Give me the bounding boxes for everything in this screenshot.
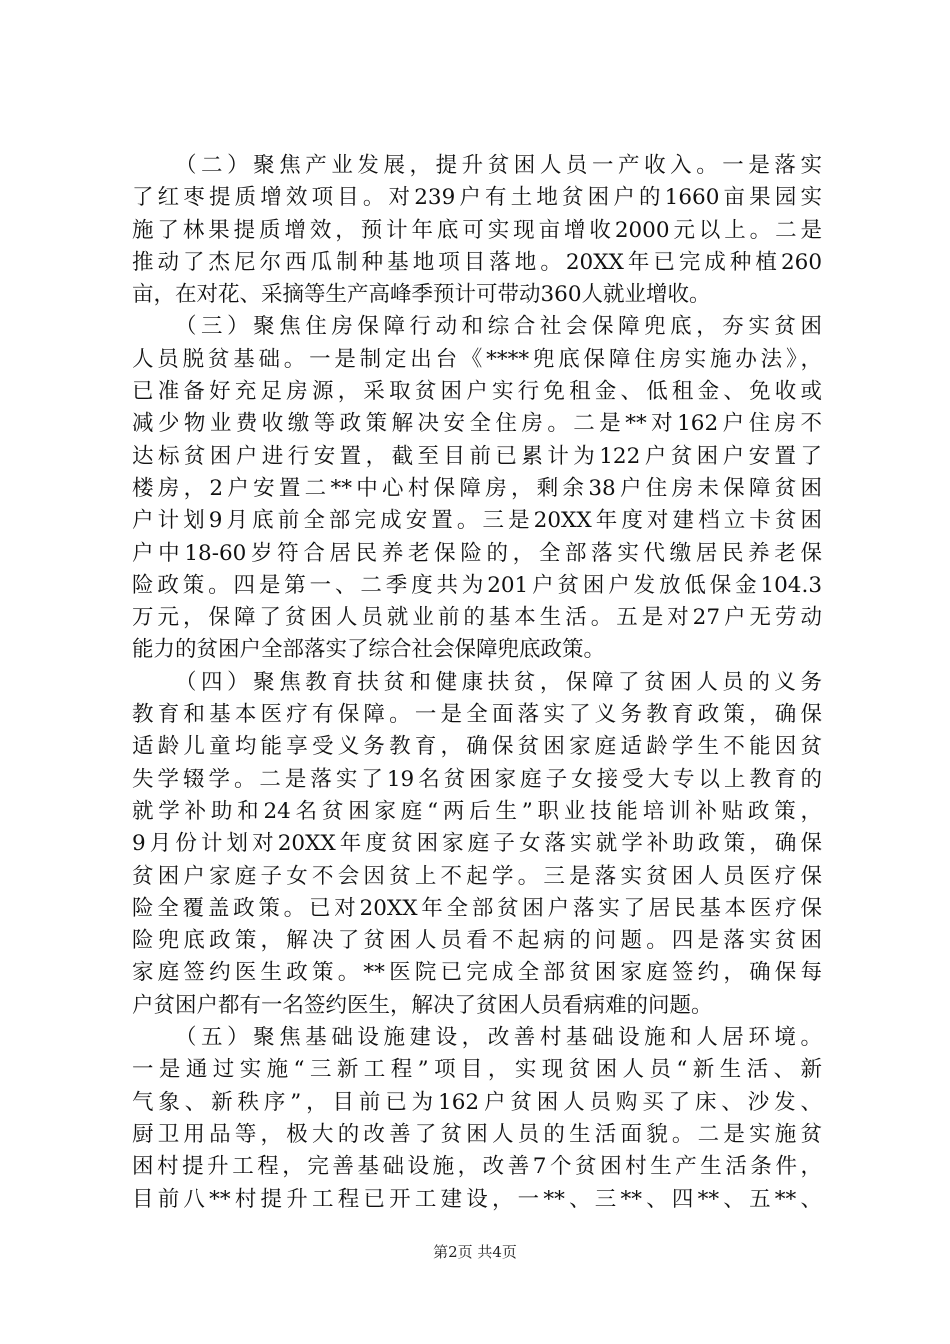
paragraph-line: 险兜底政策，解决了贫困人员看不起病的问题。四是落实贫困 bbox=[132, 928, 822, 954]
paragraph-line: 万元，保障了贫困人员就业前的基本生活。五是对27户无劳动 bbox=[132, 605, 822, 631]
paragraph-line: 已准备好充足房源，采取贫困户实行免租金、低租金、免收或 bbox=[132, 379, 822, 405]
paragraph-line: 险政策。四是第一、二季度共为201户贫困户发放低保金104.3 bbox=[132, 572, 822, 598]
paragraph-line: 楼房，2户安置二**中心村保障房，剩余38户住房未保障贫困 bbox=[132, 475, 822, 501]
paragraph-line: 就学补助和24名贫困家庭“两后生”职业技能培训补贴政策， bbox=[132, 798, 822, 824]
page-footer: 第2页 共4页 bbox=[433, 1243, 517, 1261]
paragraph-line: 适龄儿童均能享受义务教育，确保贫困家庭适龄学生不能因贫 bbox=[132, 734, 822, 760]
paragraph-line: 亩，在对花、采摘等生产高峰季预计可带动360人就业增收。 bbox=[132, 282, 711, 308]
paragraph-first-line: （四）聚焦教育扶贫和健康扶贫，保障了贫困人员的义务 bbox=[175, 669, 822, 695]
paragraph-line: 目前八**村提升工程已开工建设，一**、三**、四**、五**、 bbox=[132, 1186, 822, 1212]
paragraph-line: 教育和基本医疗有保障。一是全面落实了义务教育政策，确保 bbox=[132, 702, 822, 728]
paragraph-line: 达标贫困户进行安置，截至目前已累计为122户贫困户安置了 bbox=[132, 443, 822, 469]
paragraph-line: 户贫困户都有一名签约医生，解决了贫困人员看病难的问题。 bbox=[132, 992, 713, 1018]
paragraph-line: 施了林果提质增效，预计年底可实现亩增收2000元以上。二是 bbox=[132, 217, 822, 243]
paragraph-line: 气象、新秩序”，目前已为162户贫困人员购买了床、沙发、 bbox=[132, 1089, 822, 1115]
paragraph-line: 失学辍学。二是落实了19名贫困家庭子女接受大专以上教育的 bbox=[132, 766, 822, 792]
paragraph-line: 险全覆盖政策。已对20XX年全部贫困户落实了居民基本医疗保 bbox=[132, 895, 822, 921]
paragraph-line: 困村提升工程，完善基础设施，改善7个贫困村生产生活条件， bbox=[132, 1154, 822, 1180]
paragraph-line: 厨卫用品等，极大的改善了贫困人员的生活面貌。二是实施贫 bbox=[132, 1121, 822, 1147]
paragraph-line: 户计划9月底前全部完成安置。三是20XX年度对建档立卡贫困 bbox=[132, 508, 822, 534]
paragraph-line: 家庭签约医生政策。**医院已完成全部贫困家庭签约，确保每 bbox=[132, 960, 822, 986]
paragraph-first-line: （二）聚焦产业发展，提升贫困人员一产收入。一是落实 bbox=[175, 153, 822, 178]
paragraph-line: 减少物业费收缴等政策解决安全住房。二是**对162户住房不 bbox=[132, 411, 822, 437]
paragraph-line: 一是通过实施“三新工程”项目，实现贫困人员“新生活、新 bbox=[132, 1057, 822, 1083]
paragraph-line: 9月份计划对20XX年度贫困家庭子女落实就学补助政策，确保 bbox=[132, 831, 822, 857]
paragraph-line: 了红枣提质增效项目。对239户有土地贫困户的1660亩果园实 bbox=[132, 185, 822, 211]
document-body bbox=[132, 150, 822, 1216]
paragraph-line: 贫困户家庭子女不会因贫上不起学。三是落实贫困人员医疗保 bbox=[132, 863, 822, 889]
paragraph-line: 人员脱贫基础。一是制定出台《****兜底保障住房实施办法》， bbox=[132, 346, 822, 372]
paragraph-first-line: （五）聚焦基础设施建设，改善村基础设施和人居环境。 bbox=[175, 1025, 822, 1051]
paragraph-first-line: （三）聚焦住房保障行动和综合社会保障兜底，夯实贫困 bbox=[175, 314, 822, 340]
paragraph-line: 能力的贫困户全部落实了综合社会保障兜底政策。 bbox=[132, 637, 606, 663]
paragraph-line: 户中18-60岁符合居民养老保险的，全部落实代缴居民养老保 bbox=[132, 540, 822, 566]
paragraph-line: 推动了杰尼尔西瓜制种基地项目落地。20XX年已完成种植260 bbox=[132, 249, 822, 275]
